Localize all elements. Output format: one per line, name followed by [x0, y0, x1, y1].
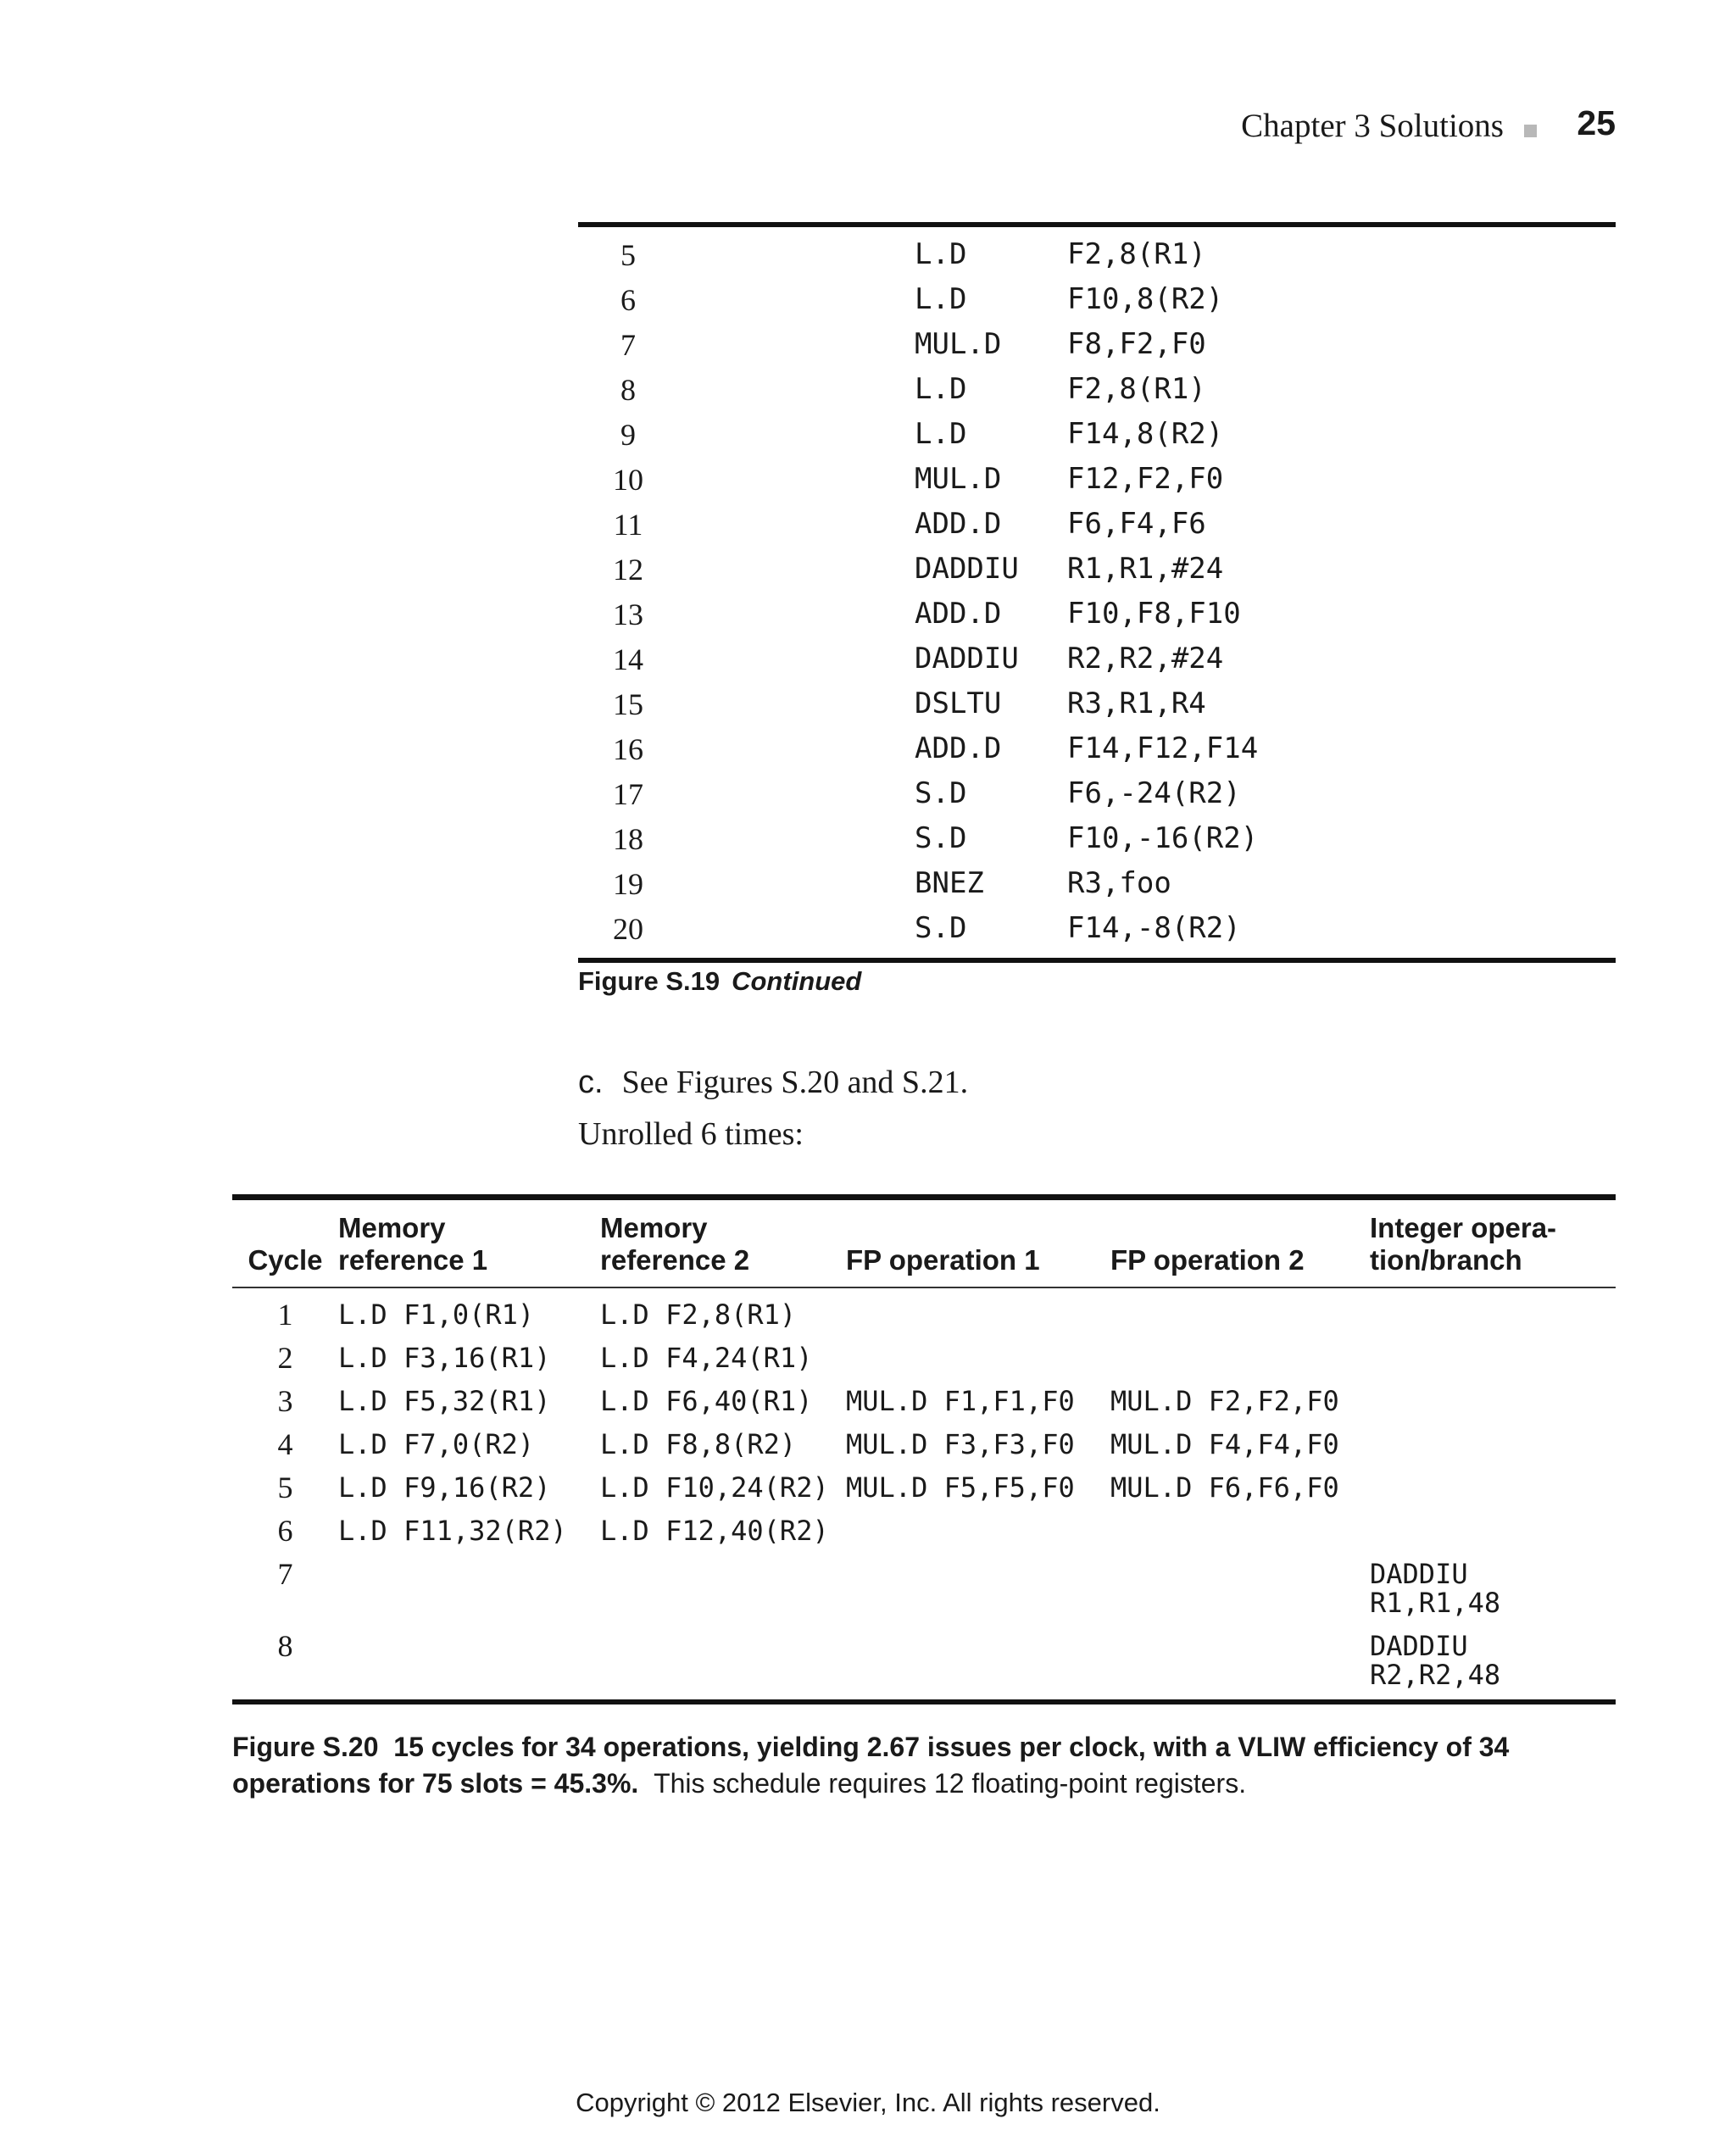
table-cell-fp-2: MUL.D F4,F4,F0 — [1110, 1428, 1339, 1460]
listing-opcode: L.D — [915, 237, 967, 271]
header-bullet-icon — [1524, 125, 1537, 137]
table-row — [232, 1468, 1616, 1511]
table-row — [232, 1425, 1616, 1468]
table-cell-memory-2: L.D F12,40(R2) — [600, 1515, 829, 1547]
table-cell-memory-2: L.D F10,24(R2) — [600, 1471, 829, 1504]
figure-s20-caption — [232, 1729, 1619, 1802]
table-cell-cycle: 3 — [277, 1384, 293, 1418]
listing-line-number: 10 — [613, 463, 643, 497]
listing-line-number: 13 — [613, 598, 643, 631]
table-cell-cycle: 8 — [277, 1629, 293, 1663]
listing-operands: R3,R1,R4 — [1067, 687, 1206, 720]
listing-line-number: 18 — [613, 822, 643, 856]
listing-operands: R3,foo — [1067, 866, 1171, 900]
running-header — [0, 100, 1616, 151]
header-cycle: Cycle — [232, 1198, 338, 1288]
listing-opcode: L.D — [915, 372, 967, 406]
listing-opcode: S.D — [915, 821, 967, 855]
table-cell-cycle: 7 — [277, 1557, 293, 1591]
figure-s20-label: Figure S.20 — [232, 1732, 379, 1762]
table-cell-memory-1 — [338, 1554, 600, 1627]
table-cell-fp-1 — [846, 1338, 1110, 1382]
part-c-text: See Figures S.20 and S.21. — [621, 1065, 969, 1100]
listing-line-number: 6 — [620, 283, 636, 317]
table-cell-memory-2 — [600, 1554, 846, 1627]
listing-operands: F8,F2,F0 — [1067, 327, 1206, 361]
table-cell-fp-1 — [846, 1511, 1110, 1554]
listing-opcode: ADD.D — [915, 507, 1002, 541]
table-cell-fp-1 — [846, 1287, 1110, 1338]
listing-opcode: MUL.D — [915, 462, 1002, 496]
table-header-row — [232, 1198, 1616, 1288]
header-memory-reference-1: Memory reference 1 — [338, 1198, 600, 1288]
listing-line-number: 7 — [620, 328, 636, 362]
table-row — [232, 1287, 1616, 1338]
table-cell-memory-2: L.D F4,24(R1) — [600, 1342, 813, 1374]
table-cell-integer — [1370, 1338, 1616, 1382]
listing-operands: F6,-24(R2) — [1067, 776, 1241, 810]
listing-line-number: 14 — [613, 642, 643, 676]
table-cell-cycle: 6 — [277, 1514, 293, 1548]
listing-row — [578, 547, 1616, 592]
table-cell-cycle: 1 — [277, 1298, 293, 1332]
figure-s20-caption-bold: 15 cycles for 34 operations, yielding 2.67 issues per clock, with a VLIW efficiency of 34 operations for 75 slots = 45.3%. — [232, 1732, 1510, 1799]
table-cell-integer — [1370, 1468, 1616, 1511]
listing-line-number: 16 — [613, 732, 643, 766]
listing-row — [578, 232, 1616, 277]
listing-row — [578, 637, 1616, 681]
listing-opcode: ADD.D — [915, 597, 1002, 631]
figure-s19-listing — [578, 222, 1616, 963]
header-fp-operation-1: FP operation 1 — [846, 1198, 1110, 1288]
header-integer-operation-branch: Integer opera- tion/branch — [1370, 1198, 1616, 1288]
figure-s19-caption — [578, 966, 861, 997]
listing-row — [578, 861, 1616, 906]
listing-row — [578, 592, 1616, 637]
figure-s19-label: Figure S.19 — [578, 966, 721, 996]
table-cell-memory-2: L.D F6,40(R1) — [600, 1385, 813, 1417]
table-cell-fp-2: MUL.D F6,F6,F0 — [1110, 1471, 1339, 1504]
listing-row — [578, 816, 1616, 861]
table-cell-integer: DADDIU R1,R1,48 — [1370, 1558, 1501, 1619]
table-cell-integer — [1370, 1511, 1616, 1554]
listing-line-number: 15 — [613, 687, 643, 721]
table-cell-memory-2: L.D F8,8(R2) — [600, 1428, 797, 1460]
part-c-paragraph — [578, 1064, 968, 1101]
listing-operands: F14,8(R2) — [1067, 417, 1224, 451]
table-cell-cycle: 2 — [277, 1341, 293, 1375]
unrolled-note: Unrolled 6 times: — [578, 1116, 804, 1152]
table-cell-fp-1: MUL.D F3,F3,F0 — [846, 1428, 1075, 1460]
listing-row — [578, 906, 1616, 951]
table-cell-integer — [1370, 1287, 1616, 1338]
table-row — [232, 1627, 1616, 1702]
listing-opcode: BNEZ — [915, 866, 984, 900]
table-cell-memory-1: L.D F11,32(R2) — [338, 1515, 567, 1547]
listing-operands: R2,R2,#24 — [1067, 642, 1224, 676]
listing-operands: F2,8(R1) — [1067, 237, 1206, 271]
table-cell-integer: DADDIU R2,R2,48 — [1370, 1630, 1501, 1691]
table-cell-fp-2 — [1110, 1554, 1370, 1627]
figure-s20-table — [232, 1194, 1616, 1704]
copyright-footer: Copyright © 2012 Elsevier, Inc. All rights reserved. — [576, 2088, 1160, 2117]
listing-opcode: MUL.D — [915, 327, 1002, 361]
header-memory-reference-2: Memory reference 2 — [600, 1198, 846, 1288]
listing-row — [578, 322, 1616, 367]
listing-opcode: L.D — [915, 282, 967, 316]
listing-operands: F10,8(R2) — [1067, 282, 1224, 316]
header-fp-operation-2: FP operation 2 — [1110, 1198, 1370, 1288]
listing-operands: F10,-16(R2) — [1067, 821, 1259, 855]
table-cell-fp-2 — [1110, 1338, 1370, 1382]
listing-row — [578, 726, 1616, 771]
listing-opcode: ADD.D — [915, 731, 1002, 765]
table-cell-fp-2: MUL.D F2,F2,F0 — [1110, 1385, 1339, 1417]
part-c-letter: c. — [578, 1065, 604, 1100]
table-cell-memory-2: L.D F2,8(R1) — [600, 1299, 797, 1331]
table-row — [232, 1382, 1616, 1425]
listing-row — [578, 277, 1616, 322]
listing-operands: F14,F12,F14 — [1067, 731, 1259, 765]
table-cell-memory-2 — [600, 1627, 846, 1702]
listing-opcode: S.D — [915, 776, 967, 810]
table-row — [232, 1338, 1616, 1382]
table-cell-memory-1: L.D F7,0(R2) — [338, 1428, 535, 1460]
listing-row — [578, 457, 1616, 502]
table-cell-memory-1 — [338, 1627, 600, 1702]
listing-line-number: 9 — [620, 418, 636, 452]
table-row — [232, 1554, 1616, 1627]
table-cell-fp-1: MUL.D F5,F5,F0 — [846, 1471, 1075, 1504]
listing-row — [578, 502, 1616, 547]
listing-line-number: 19 — [613, 867, 643, 901]
figure-s19-continued: Continued — [732, 966, 862, 996]
listing-line-number: 8 — [620, 373, 636, 407]
listing-row — [578, 412, 1616, 457]
listing-operands: R1,R1,#24 — [1067, 552, 1224, 586]
listing-operands: F10,F8,F10 — [1067, 597, 1241, 631]
listing-row — [578, 681, 1616, 726]
chapter-title: Chapter 3 Solutions — [1241, 108, 1504, 144]
listing-line-number: 5 — [620, 238, 636, 272]
listing-line-number: 17 — [613, 777, 643, 811]
listing-opcode: DADDIU — [915, 642, 1019, 676]
listing-opcode: L.D — [915, 417, 967, 451]
table-cell-integer — [1370, 1382, 1616, 1425]
listing-opcode: DADDIU — [915, 552, 1019, 586]
page-number: 25 — [1577, 103, 1616, 142]
table-cell-memory-1: L.D F9,16(R2) — [338, 1471, 551, 1504]
table-body — [232, 1287, 1616, 1702]
listing-operands: F14,-8(R2) — [1067, 911, 1241, 945]
listing-operands: F6,F4,F6 — [1067, 507, 1206, 541]
table-cell-fp-2 — [1110, 1627, 1370, 1702]
table-cell-memory-1: L.D F5,32(R1) — [338, 1385, 551, 1417]
table-cell-memory-1: L.D F3,16(R1) — [338, 1342, 551, 1374]
table-cell-fp-1 — [846, 1554, 1110, 1627]
table-cell-fp-2 — [1110, 1287, 1370, 1338]
figure-s20-caption-text: This schedule requires 12 floating-point registers. — [654, 1768, 1247, 1799]
table-row — [232, 1511, 1616, 1554]
table-cell-integer — [1370, 1425, 1616, 1468]
listing-row — [578, 367, 1616, 412]
listing-opcode: S.D — [915, 911, 967, 945]
table-cell-fp-1: MUL.D F1,F1,F0 — [846, 1385, 1075, 1417]
listing-operands: F12,F2,F0 — [1067, 462, 1224, 496]
table-cell-fp-1 — [846, 1627, 1110, 1702]
table-cell-cycle: 5 — [277, 1471, 293, 1504]
listing-row — [578, 771, 1616, 816]
listing-opcode: DSLTU — [915, 687, 1002, 720]
listing-line-number: 12 — [613, 553, 643, 587]
table-cell-fp-2 — [1110, 1511, 1370, 1554]
listing-operands: F2,8(R1) — [1067, 372, 1206, 406]
listing-line-number: 11 — [613, 508, 643, 542]
table-cell-cycle: 4 — [277, 1427, 293, 1461]
listing-line-number: 20 — [613, 912, 643, 946]
table-cell-memory-1: L.D F1,0(R1) — [338, 1299, 535, 1331]
